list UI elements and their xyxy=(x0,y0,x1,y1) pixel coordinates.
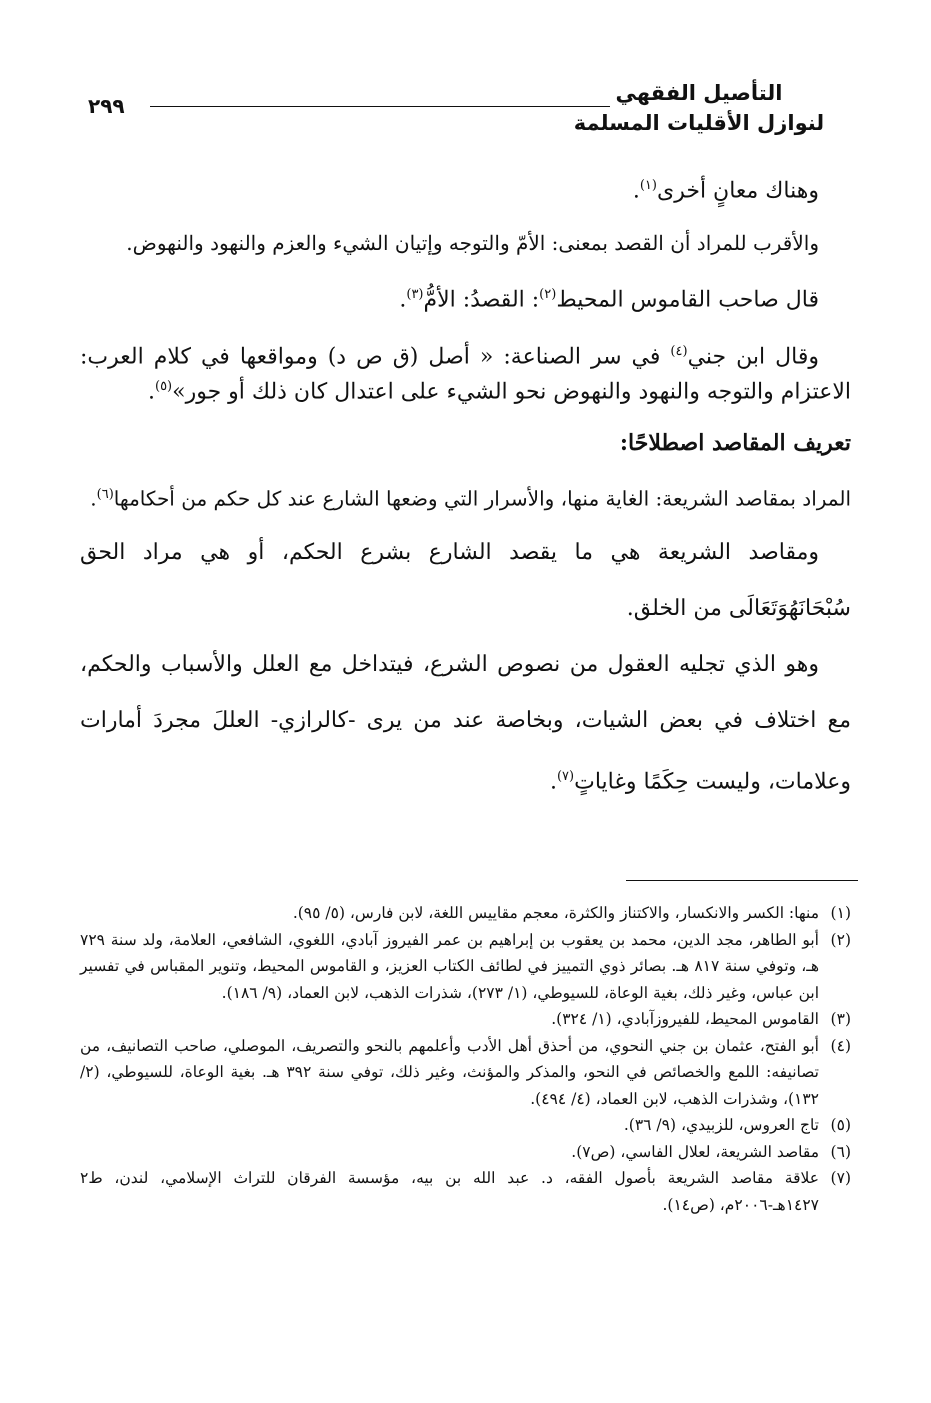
footnote-4-number: (٤) xyxy=(830,1036,851,1055)
footnote-ref-7[interactable]: (٧) xyxy=(556,768,575,784)
footnote-ref-2[interactable]: (٢) xyxy=(539,287,557,303)
footnote-7 xyxy=(80,1165,851,1218)
page-number: ٢٩٩ xyxy=(88,94,125,118)
footnote-7-text: علاقة مقاصد الشريعة بأصول الفقه، د. عبد الله بن بيه، مؤسسة الفرقان للتراث الإسلامي، لندن، ط٢ ١٤٢٧هـ-٢٠٠٦م، (ص١٤). xyxy=(80,1169,819,1214)
paragraph-5 xyxy=(80,469,851,525)
footnote-ref-1[interactable]: (١) xyxy=(639,178,657,193)
paragraph-5-end: . xyxy=(90,486,97,511)
paragraph-1 xyxy=(80,160,851,217)
paragraph-6: ومقاصد الشريعة هي ما يقصد الشارع بشرع الحكم، أو هي مراد الحق سُبْحَانَهُوَتَعَالَى من الخلق. xyxy=(80,539,851,621)
footnote-3-text: القاموس المحيط، للفيروزآبادي، (١/ ٣٢٤). xyxy=(551,1010,819,1028)
footnote-1 xyxy=(80,900,851,927)
footnote-5-text: تاج العروس، للزبيدي، (٩/ ٣٦). xyxy=(623,1116,819,1134)
paragraph-4 xyxy=(80,327,851,418)
footnotes xyxy=(80,900,851,1218)
paragraph-7-end: . xyxy=(549,769,557,795)
body-text xyxy=(80,160,851,810)
footnote-1-text: منها: الكسر والانكسار، والاكتناز والكثرة، معجم مقاييس اللغة، لابن فارس، (٥/ ٩٥). xyxy=(292,904,819,922)
header-title-line1: التأصيل الفقهي xyxy=(615,81,783,105)
footnote-3-number: (٣) xyxy=(830,1010,851,1028)
paragraph-2: والأقرب للمراد أن القصد بمعنى: الأمّ والتوجه وإتيان الشيء والعزم والنهود والنهوض. xyxy=(126,231,819,256)
header-title-line2: لنوازل الأقليات المسلمة xyxy=(573,111,825,135)
footnote-separator xyxy=(626,880,858,881)
paragraph-4-b: في سر الصناعة: « أصل (ق ص د) ومواقعها في كلام العرب: الاعتزام والتوجه والنهود والنهوض نحو الشيء على اعتدال كان ذلك أو جور» xyxy=(80,343,851,405)
footnote-6-number: (٦) xyxy=(830,1142,851,1161)
section-heading: تعريف المقاصد اصطلاحًا: xyxy=(619,430,851,457)
paragraph-3-a: قال صاحب القاموس المحيط xyxy=(556,287,819,313)
footnote-ref-6[interactable]: (٦) xyxy=(96,487,114,503)
paragraph-4-a: وقال ابن جني xyxy=(687,343,819,369)
footnote-4 xyxy=(80,1033,851,1113)
footnote-2-text: أبو الطاهر، مجد الدين، محمد بن يعقوب بن إبراهيم بن عمر الفيروز آبادي، اللغوي، الشافعي، العلامة، ولد سنة ٧٢٩ هـ، وتوفي سنة ٨١٧ هـ. بصائر ذوي التمييز في لطائف الكتاب العزيز، و القاموس المحيط، وتنوير المقباس في تفسير ابن عباس، وغير ذلك، بغية الوعاة، للسيوطي، (١/ ٢٧٣)، شذرات الذهب، لابن العماد، (٩/ ١٨٦). xyxy=(80,930,819,1002)
footnote-2-number: (٢) xyxy=(830,930,851,949)
paragraph-3 xyxy=(80,269,851,326)
footnote-5 xyxy=(80,1112,851,1139)
footnote-6 xyxy=(80,1139,851,1166)
header-rule xyxy=(150,106,610,107)
footnote-3 xyxy=(80,1006,851,1033)
footnote-1-number: (١) xyxy=(830,904,851,922)
footnote-ref-5[interactable]: (٥) xyxy=(154,378,173,394)
paragraph-7 xyxy=(80,637,851,810)
paragraph-1-end: . xyxy=(632,178,640,204)
paragraph-7-text: وهو الذي تجليه العقول من نصوص الشرع، فيتداخل مع العلل والأسباب والحكم، مع اختلاف في بعض الشيات، وبخاصة عند من يرى -كالرازي- العللَ مجردَ أمارات وعلامات، وليست حِكَمًا وغاياتٍ xyxy=(80,651,851,795)
paragraph-3-end: . xyxy=(399,287,407,313)
footnote-ref-4[interactable]: (٤) xyxy=(670,343,688,359)
running-header-title xyxy=(549,78,849,138)
paragraph-3-b: : القصدُ: الأمُّ xyxy=(423,287,540,313)
footnote-6-text: مقاصد الشريعة، لعلال الفاسي، (ص٧). xyxy=(571,1142,819,1161)
footnote-5-number: (٥) xyxy=(830,1116,851,1134)
paragraph-4-end: . xyxy=(147,379,155,405)
footnote-2 xyxy=(80,927,851,1007)
paragraph-1-text: وهناك معانٍ أخرى xyxy=(656,178,819,204)
footnote-ref-3[interactable]: (٣) xyxy=(406,287,424,303)
footnote-7-number: (٧) xyxy=(830,1169,851,1187)
paragraph-5-text: المراد بمقاصد الشريعة: الغاية منها، والأسرار التي وضعها الشارع عند كل حكم من أحكامها xyxy=(113,486,851,511)
footnote-4-text: أبو الفتح، عثمان بن جني النحوي، من أحذق أهل الأدب وأعلمهم بالنحو والتصريف، الموصلي، صاحب التصانيف، من تصانيفه: اللمع والخصائص في النحو، والمذكر والمؤنث، وغير ذلك، توفي سنة ٣٩٢ هـ. بغية الوعاة، للسيوطي، (٢/ ١٣٢)، وشذرات الذهب، لابن العماد، (٤/ ٤٩٤). xyxy=(80,1036,819,1108)
